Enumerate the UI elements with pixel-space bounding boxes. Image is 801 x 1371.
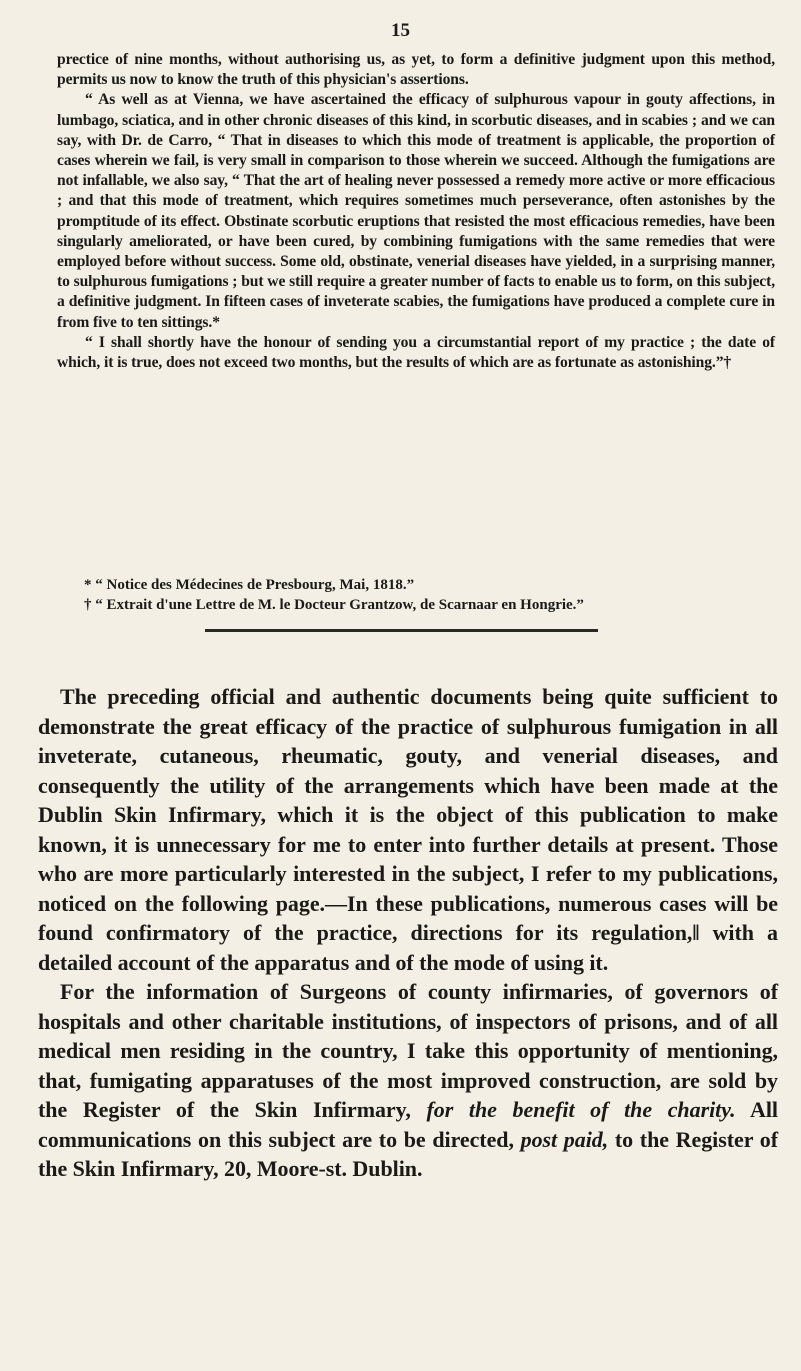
main-p2-text-a: For the information of Surgeons of county infirmaries, of governors of hospitals and other charitable institutions, of inspectors of prisons, and of all medical men residing in the country, I take this opportunity of mentioning, that, fumigating apparatuses of the most improved construction, are sold by the Register of the Skin Infirmary, [38,979,778,1122]
quoted-report [57,50,775,373]
footnote-2: † “ Extrait d'une Lettre de M. le Docteur Grantzow, de Scarnaar en Hongrie.” [84,597,584,613]
section-divider [205,629,598,632]
quote-paragraph-2: “ As well as at Vienna, we have ascertained the efficacy of sulphurous vapour in gouty affections, in lumbago, sciatica, and in other chronic diseases of this kind, in scorbutic diseases, and in scabies ; and we can say, with Dr. de Carro, “ That in diseases to which this mode of treatment is applicable, the proportion of cases wherein we fail, is very small in comparison to those wherein we succeed. Although the fumigations are not infallable, we also say, “ That the art of healing never possessed a remedy more active or more efficacious ; and that this mode of treatment, which requires sometimes much perseverance, often astonishes by the promptitude of its effect. Obstinate scorbutic eruptions that resisted the most efficacious remedies, have been singularly ameliorated, or have been cured, by combining fumigations with the same remedies that were employed before without success. Some old, obstinate, venerial diseases have yielded, in a surprising manner, to sulphurous fumigations ; but we still require a greater number of facts to enable us to form, on this subject, a definitive judgment. In fifteen cases of inveterate scabies, the fumigations have produced a complete cure in from five to ten sittings.* [57,91,775,331]
main-paragraph-1: The preceding official and authentic documents being quite sufficient to demonstrate the great efficacy of the practice of sulphurous fumigation in all inveterate, cutaneous, rheumatic, gouty, and venerial diseases, and consequently the utility of the arrangements which have been made at the Dublin Skin Infirmary, which it is the object of this publication to make known, it is unnecessary for me to enter into further details at present. Those who are more particularly interested in the subject, I refer to my publications, noticed on the following page.—In these publications, numerous cases will be found confirmatory of the practice, directions for its regulation,‖ with a detailed account of the apparatus and of the mode of using it. [38,684,778,975]
main-p2-italic-1: for the benefit of the charity. [426,1097,736,1122]
footnote-1: * “ Notice des Médecines de Presbourg, Mai, 1818.” [84,577,415,593]
main-paragraph-2 [38,977,778,1184]
main-p2-text-c: to the Register of the Skin Infirmary, 20, Moore-st. Dublin. [38,1126,778,1181]
main-p2-text-b: All communications on this subject are to be directed, [38,1097,778,1152]
quote-paragraph-3: “ I shall shortly have the honour of sending you a circumstantial report of my practice ; the date of which, it is true, does not exceed two months, but the results of which are as fortunate as astonishing.”† [57,333,775,372]
quote-paragraph-1: prectice of nine months, without authorising us, as yet, to form a definitive judgment upon this method, permits us now to know the truth of this physician's assertions. [57,51,775,89]
main-p2-italic-2: post paid, [520,1126,609,1152]
main-text [38,682,778,1184]
page-number: 15 [391,20,410,41]
